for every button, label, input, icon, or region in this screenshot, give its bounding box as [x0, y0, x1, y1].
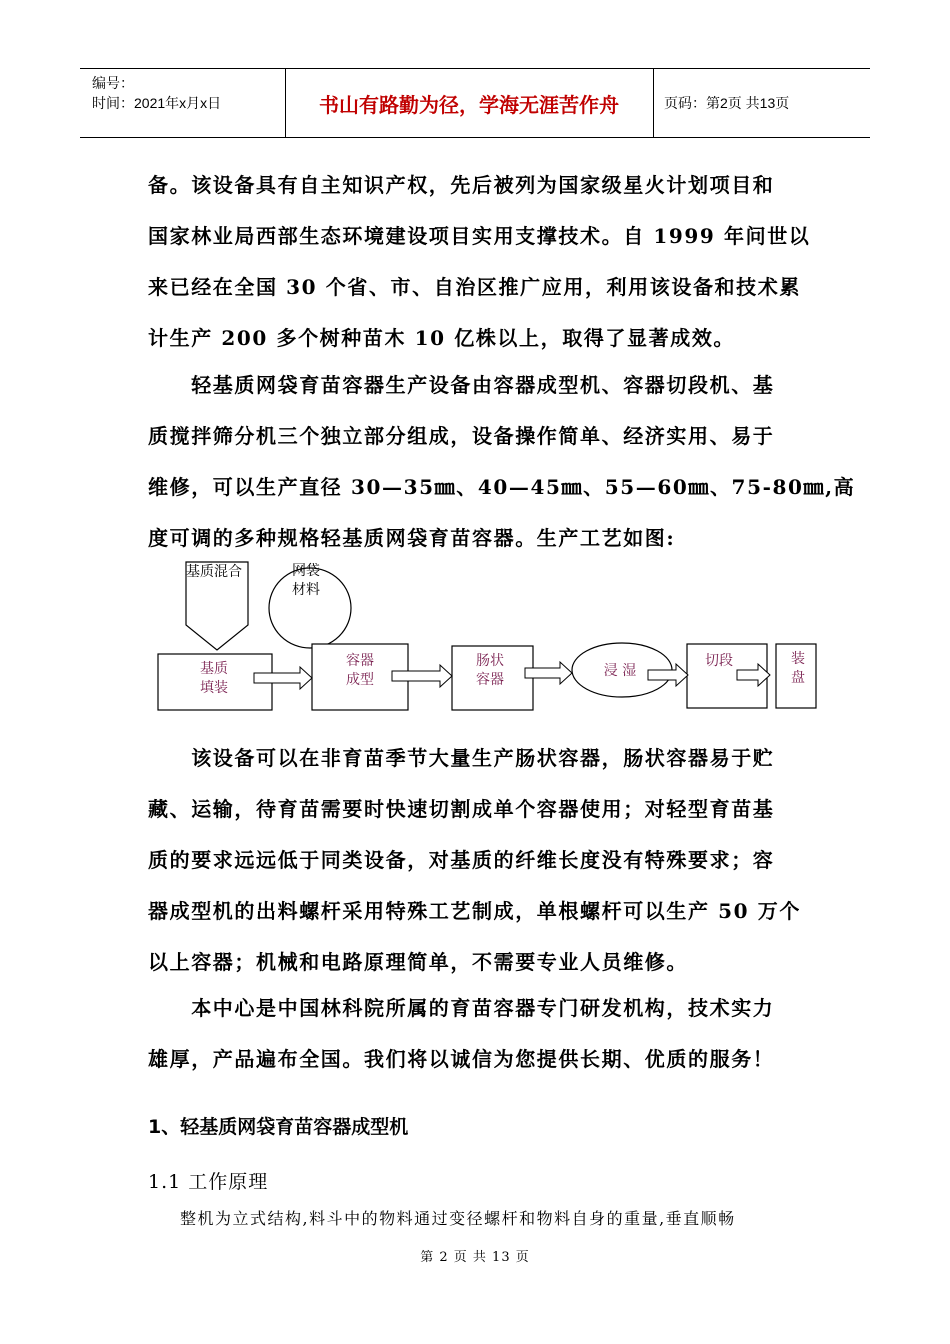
page-footer: 第 2 页 共 13 页: [420, 1250, 530, 1265]
mesh-input-label: 材料: [292, 582, 320, 598]
header-motto-cell: [285, 69, 654, 137]
text-line: 度可调的多种规格轻基质网袋育苗容器。生产工艺如图:: [148, 526, 676, 550]
body-text-line: 整机为立式结构,料斗中的物料通过变径螺杆和物料自身的重量,垂直顺畅: [180, 1209, 736, 1228]
step-label: 浸 湿: [603, 663, 637, 679]
text-line: 轻基质网袋育苗容器生产设备由容器成型机、容器切段机、基: [148, 373, 775, 397]
header-page-cell: [654, 69, 870, 137]
subsection-heading: 1.1 工作原理: [148, 1171, 269, 1193]
mix-input-label: 基质混合: [186, 564, 242, 580]
text-line: 质的要求远远低于同类设备，对基质的纤维长度没有特殊要求；容: [148, 848, 775, 872]
time-label: 时间：2021年x月x日: [92, 95, 222, 111]
text-line: 雄厚，产品遍布全国。我们将以诚信为您提供长期、优质的服务！: [148, 1047, 775, 1071]
number-label: 编号：: [92, 75, 134, 91]
paragraph-2: [148, 360, 856, 564]
page-header: [80, 68, 870, 138]
text-line: 藏、运输，待育苗需要时快速切割成单个容器使用；对轻型育苗基: [148, 797, 775, 821]
step-label: 切段: [705, 653, 733, 669]
process-diagram: [0, 550, 950, 720]
text-line: 质搅拌筛分机三个独立部分组成，设备操作简单、经济实用、易于: [148, 424, 775, 448]
mesh-input-shape: [269, 568, 351, 648]
paragraph-3: [148, 733, 808, 988]
step-label: 容器: [346, 653, 374, 669]
step-label: 容器: [476, 672, 504, 688]
text-line: 本中心是中国林科院所属的育苗容器专门研发机构，技术实力: [148, 996, 775, 1020]
text-line: 器成型机的出料螺杆采用特殊工艺制成，单根螺杆可以生产 50 万个: [148, 899, 801, 923]
step-label: 基质: [200, 661, 228, 677]
header-meta: [80, 69, 286, 137]
mesh-input-label: 网袋: [292, 563, 320, 579]
text-line: 计生产 200 多个树种苗木 10 亿株以上，取得了显著成效。: [148, 326, 736, 350]
text-line: 国家林业局西部生态环境建设项目实用支撑技术。自 1999 年问世以: [148, 224, 811, 248]
step-label: 肠状: [476, 653, 504, 669]
text-line: 该设备可以在非育苗季节大量生产肠状容器，肠状容器易于贮: [148, 746, 775, 770]
text-line: 备。该设备具有自主知识产权，先后被列为国家级星火计划项目和: [148, 173, 775, 197]
text-line: 维修，可以生产直径 30—35㎜、40—45㎜、55—60㎜、75-80㎜,高: [148, 475, 856, 499]
page-info: 页码：第2页 共13页: [664, 95, 790, 111]
step-label: 盘: [791, 670, 805, 686]
motto: 书山有路勤为径，学海无涯苦作舟: [319, 92, 619, 117]
text-line: 来已经在全国 30 个省、市、自治区推广应用，利用该设备和技术累: [148, 275, 801, 299]
section-heading: 1、轻基质网袋育苗容器成型机: [148, 1116, 409, 1138]
step-label: 成型: [346, 672, 374, 688]
paragraph-1: [148, 160, 811, 364]
paragraph-4: [148, 983, 808, 1085]
step-label: 装: [791, 651, 805, 667]
text-line: 以上容器；机械和电路原理简单，不需要专业人员维修。: [148, 950, 688, 974]
step-label: 填装: [200, 680, 228, 696]
